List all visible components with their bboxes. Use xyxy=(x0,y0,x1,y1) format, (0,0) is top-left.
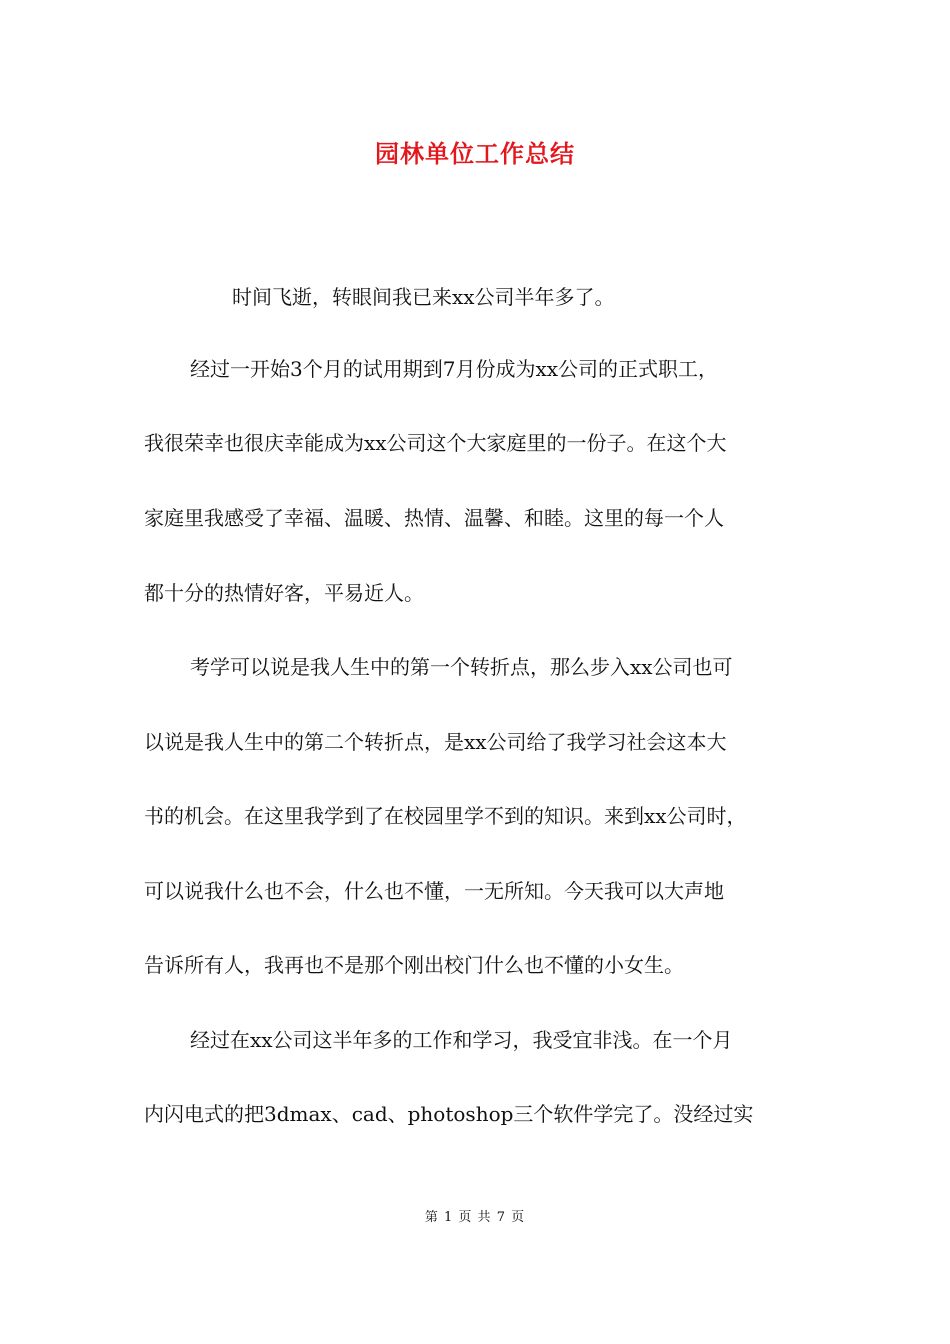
paragraph-line: 家庭里我感受了幸福、温暖、热情、温馨、和睦。这里的每一个人 xyxy=(144,506,724,530)
paragraph-line: 考学可以说是我人生中的第一个转折点，那么步入xx公司也可 xyxy=(190,655,733,679)
paragraph-line: 以说是我人生中的第二个转折点，是xx公司给了我学习社会这本大 xyxy=(144,730,727,754)
paragraph-line: 时间飞逝，转眼间我已来xx公司半年多了。 xyxy=(232,285,615,309)
paragraph-line: 内闪电式的把3dmax、cad、photoshop三个软件学完了。没经过实 xyxy=(144,1102,754,1126)
paragraph-line: 经过在xx公司这半年多的工作和学习，我受宜非浅。在一个月 xyxy=(190,1028,733,1052)
paragraph-line: 可以说我什么也不会，什么也不懂，一无所知。今天我可以大声地 xyxy=(144,879,724,903)
document-title: 园林单位工作总结 xyxy=(375,139,575,168)
paragraph-line: 经过一开始3个月的试用期到7月份成为xx公司的正式职工， xyxy=(190,357,719,381)
page-number-footer: 第 1 页 共 7 页 xyxy=(424,1210,526,1225)
paragraph-line: 我很荣幸也很庆幸能成为xx公司这个大家庭里的一份子。在这个大 xyxy=(144,431,727,455)
paragraph-line: 书的机会。在这里我学到了在校园里学不到的知识。来到xx公司时， xyxy=(144,804,747,828)
paragraph-line: 都十分的热情好客，平易近人。 xyxy=(144,581,424,605)
paragraph-line: 告诉所有人，我再也不是那个刚出校门什么也不懂的小女生。 xyxy=(144,953,684,977)
